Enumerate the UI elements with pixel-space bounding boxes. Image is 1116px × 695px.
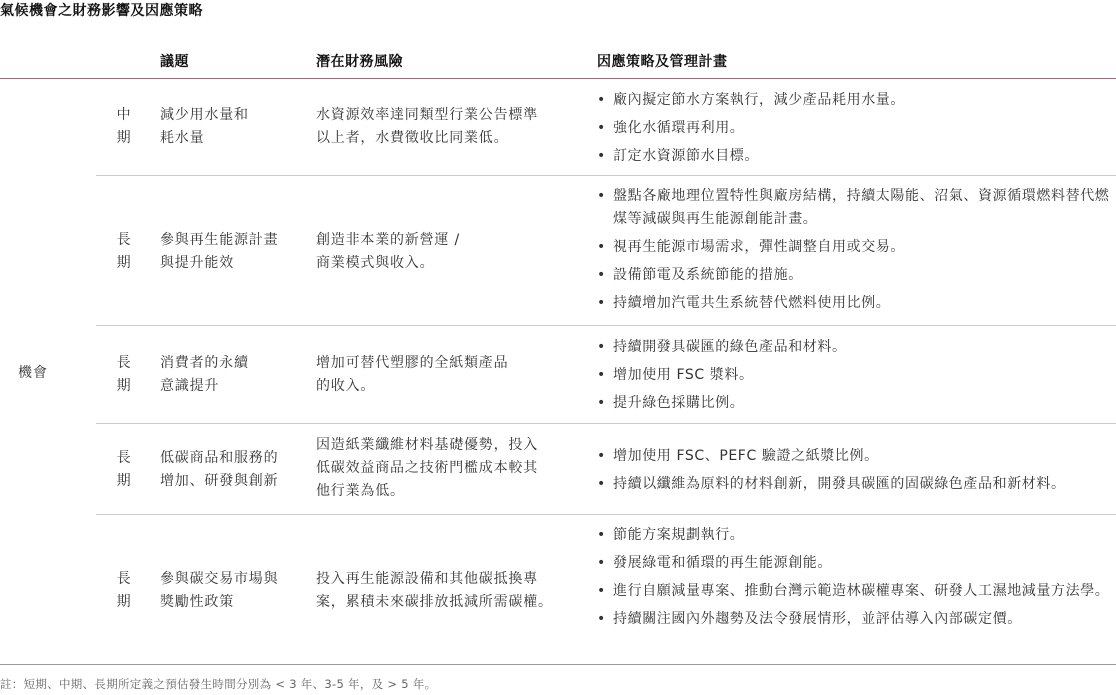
row-risk: 創造非本業的新營運 / 商業模式與收入。 (316, 232, 460, 271)
page-title: 氣候機會之財務影響及因應策略 (0, 3, 203, 19)
category-label: 機會 (18, 365, 48, 381)
footer-divider (0, 664, 1116, 665)
list-item: • 增加使用 FSC 漿料。 (597, 364, 1112, 387)
row-period: 長 期 (116, 571, 132, 610)
list-item: • 節能方案規劃執行。 (597, 524, 1112, 547)
row-period: 長 期 (116, 232, 132, 271)
row-strategies (597, 185, 1112, 320)
list-item: • 盤點各廠地理位置特性與廠房結構，持續太陽能、沼氣、資源循環燃料替代燃煤等減碳與再生能源創能計畫。 (597, 185, 1112, 231)
row-issue: 減少用水量和 耗水量 (160, 107, 249, 146)
header-strategy: 因應策略及管理計畫 (597, 54, 728, 70)
list-item: • 持續增加汽電共生系統替代燃料使用比例。 (597, 292, 1112, 315)
list-item: • 強化水循環再利用。 (597, 117, 1112, 140)
row-risk: 因造紙業纖維材料基礎優勢，投入 低碳效益商品之技術門檻成本較其 他行業為低。 (316, 437, 538, 499)
row-divider (96, 514, 1116, 515)
row-risk: 投入再生能源設備和其他碳抵換專 案，累積未來碳排放抵減所需碳權。 (316, 571, 553, 610)
list-item: • 提升綠色採購比例。 (597, 392, 1112, 415)
row-strategies (597, 445, 1112, 501)
header-risk: 潛在財務風險 (316, 54, 403, 70)
list-item: • 增加使用 FSC、PEFC 驗證之紙漿比例。 (597, 445, 1112, 468)
list-item: • 廠內擬定節水方案執行，減少產品耗用水量。 (597, 89, 1112, 112)
row-period: 長 期 (116, 355, 132, 394)
row-divider (96, 175, 1116, 176)
footnote: 註：短期、中期、長期所定義之預估發生時間分別為 < 3 年、3-5 年，及 > 5 年。 (0, 677, 437, 691)
row-divider (96, 325, 1116, 326)
row-issue: 低碳商品和服務的 增加、研發與創新 (160, 450, 279, 489)
list-item: • 持續關注國內外趨勢及法令發展情形，並評估導入內部碳定價。 (597, 608, 1112, 631)
row-strategies (597, 336, 1112, 420)
row-issue: 參與碳交易市場與 獎勵性政策 (160, 571, 279, 610)
row-period: 中 期 (116, 107, 132, 146)
row-risk: 增加可替代塑膠的全紙類產品 的收入。 (316, 355, 509, 394)
row-strategies (597, 89, 1112, 173)
list-item: • 視再生能源市場需求，彈性調整自用或交易。 (597, 236, 1112, 259)
row-risk: 水資源效率達同類型行業公告標準 以上者，水費徵收比同業低。 (316, 107, 538, 146)
row-period: 長 期 (116, 450, 132, 489)
row-strategies (597, 524, 1112, 636)
list-item: • 持續以纖維為原料的材料創新，開發具碳匯的固碳綠色產品和新材料。 (597, 473, 1112, 496)
list-item: • 設備節電及系統節能的措施。 (597, 264, 1112, 287)
row-divider (96, 423, 1116, 424)
list-item: • 發展綠電和循環的再生能源創能。 (597, 552, 1112, 575)
header-divider (0, 78, 1116, 79)
row-issue: 參與再生能源計畫 與提升能效 (160, 232, 279, 271)
list-item: • 持續開發具碳匯的綠色產品和材料。 (597, 336, 1112, 359)
list-item: • 進行自願減量專案、推動台灣示範造林碳權專案、研發人工濕地減量方法學。 (597, 580, 1112, 603)
list-item: • 訂定水資源節水目標。 (597, 145, 1112, 168)
row-issue: 消費者的永續 意識提升 (160, 355, 249, 394)
header-issue: 議題 (160, 54, 189, 70)
